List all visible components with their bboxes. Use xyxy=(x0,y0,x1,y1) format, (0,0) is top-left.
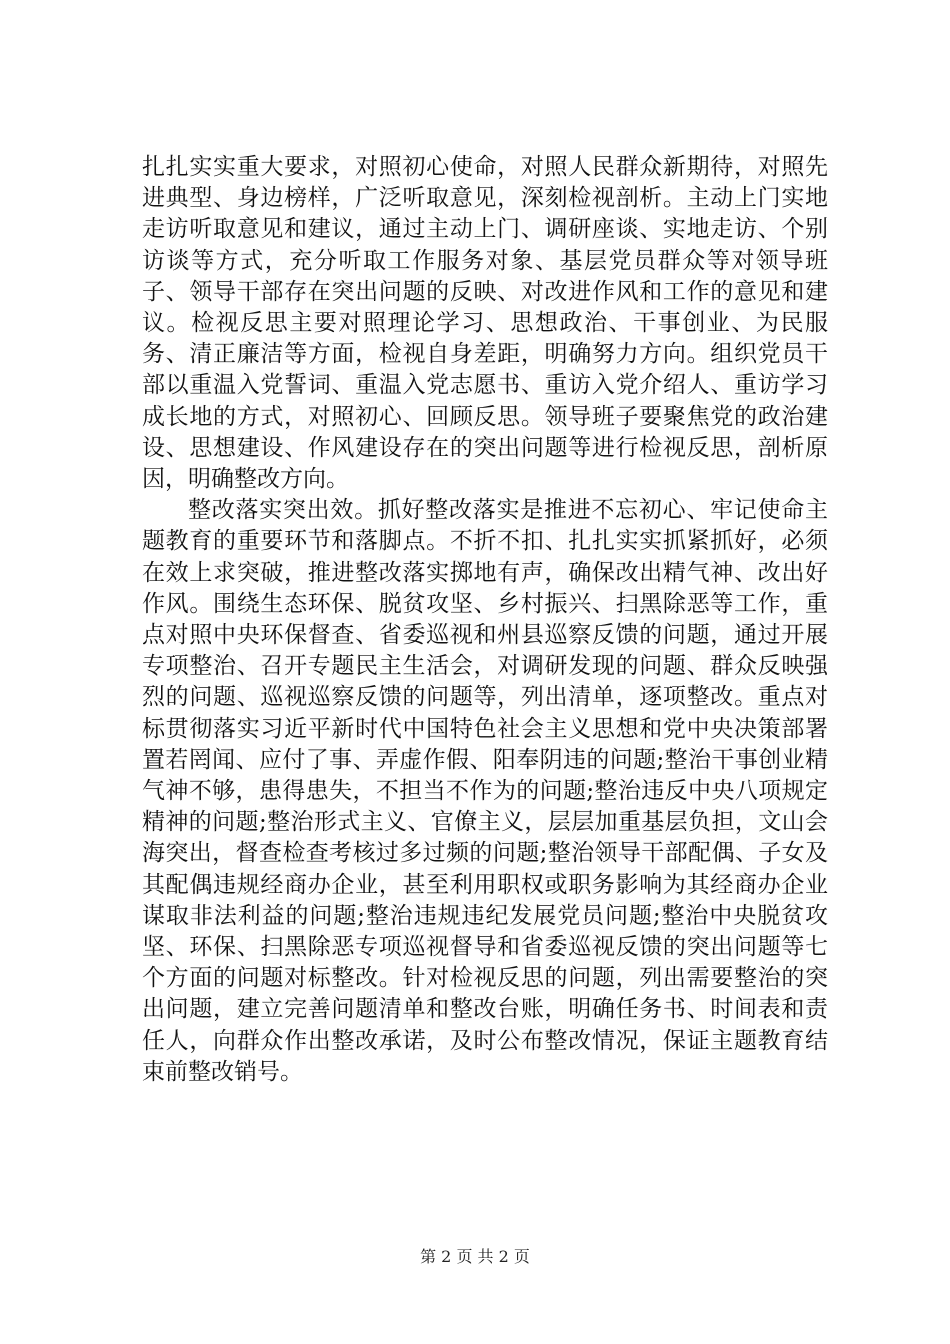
document-body xyxy=(142,152,828,1088)
paragraph-1: 扎扎实实重大要求，对照初心使命，对照人民群众新期待，对照先进典型、身边榜样，广泛听取意见，深刻检视剖析。主动上门实地走访听取意见和建议，通过主动上门、调研座谈、实地走访、个别访谈等方式，充分听取工作服务对象、基层党员群众等对领导班子、领导干部存在突出问题的反映、对改进作风和工作的意见和建议。检视反思主要对照理论学习、思想政治、干事创业、为民服务、清正廉洁等方面，检视自身差距，明确努力方向。组织党员干部以重温入党誓词、重温入党志愿书、重访入党介绍人、重访学习成长地的方式，对照初心、回顾反思。领导班子要聚焦党的政治建设、思想建设、作风建设存在的突出问题等进行检视反思，剖析原因，明确整改方向。 xyxy=(142,154,828,493)
page-footer: 第 2 页 共 2 页 xyxy=(420,1247,530,1266)
paragraph-2: 整改落实突出效。抓好整改落实是推进不忘初心、牢记使命主题教育的重要环节和落脚点。不折不扣、扎扎实实抓紧抓好，必须在效上求突破，推进整改落实掷地有声，确保改出精气神、改出好作风。围绕生态环保、脱贫攻坚、乡村振兴、扫黑除恶等工作，重点对照中央环保督查、省委巡视和州县巡察反馈的问题，通过开展专项整治、召开专题民主生活会，对调研发现的问题、群众反映强烈的问题、巡视巡察反馈的问题等，列出清单，逐项整改。重点对标贯彻落实习近平新时代中国特色社会主义思想和党中央决策部署置若罔闻、应付了事、弄虚作假、阳奉阴违的问题;整治干事创业精气神不够，患得患失，不担当不作为的问题;整治违反中央八项规定精神的问题;整治形式主义、官僚主义，层层加重基层负担，文山会海突出，督查检查考核过多过频的问题;整治领导干部配偶、子女及其配偶违规经商办企业，甚至利用职权或职务影响为其经商办企业谋取非法利益的问题;整治违规违纪发展党员问题;整治中央脱贫攻坚、环保、扫黑除恶专项巡视督导和省委巡视反馈的突出问题等七个方面的问题对标整改。针对检视反思的问题，列出需要整治的突出问题，建立完善问题清单和整改台账，明确任务书、时间表和责任人，向群众作出整改承诺，及时公布整改情况，保证主题教育结束前整改销号。 xyxy=(142,497,828,1085)
